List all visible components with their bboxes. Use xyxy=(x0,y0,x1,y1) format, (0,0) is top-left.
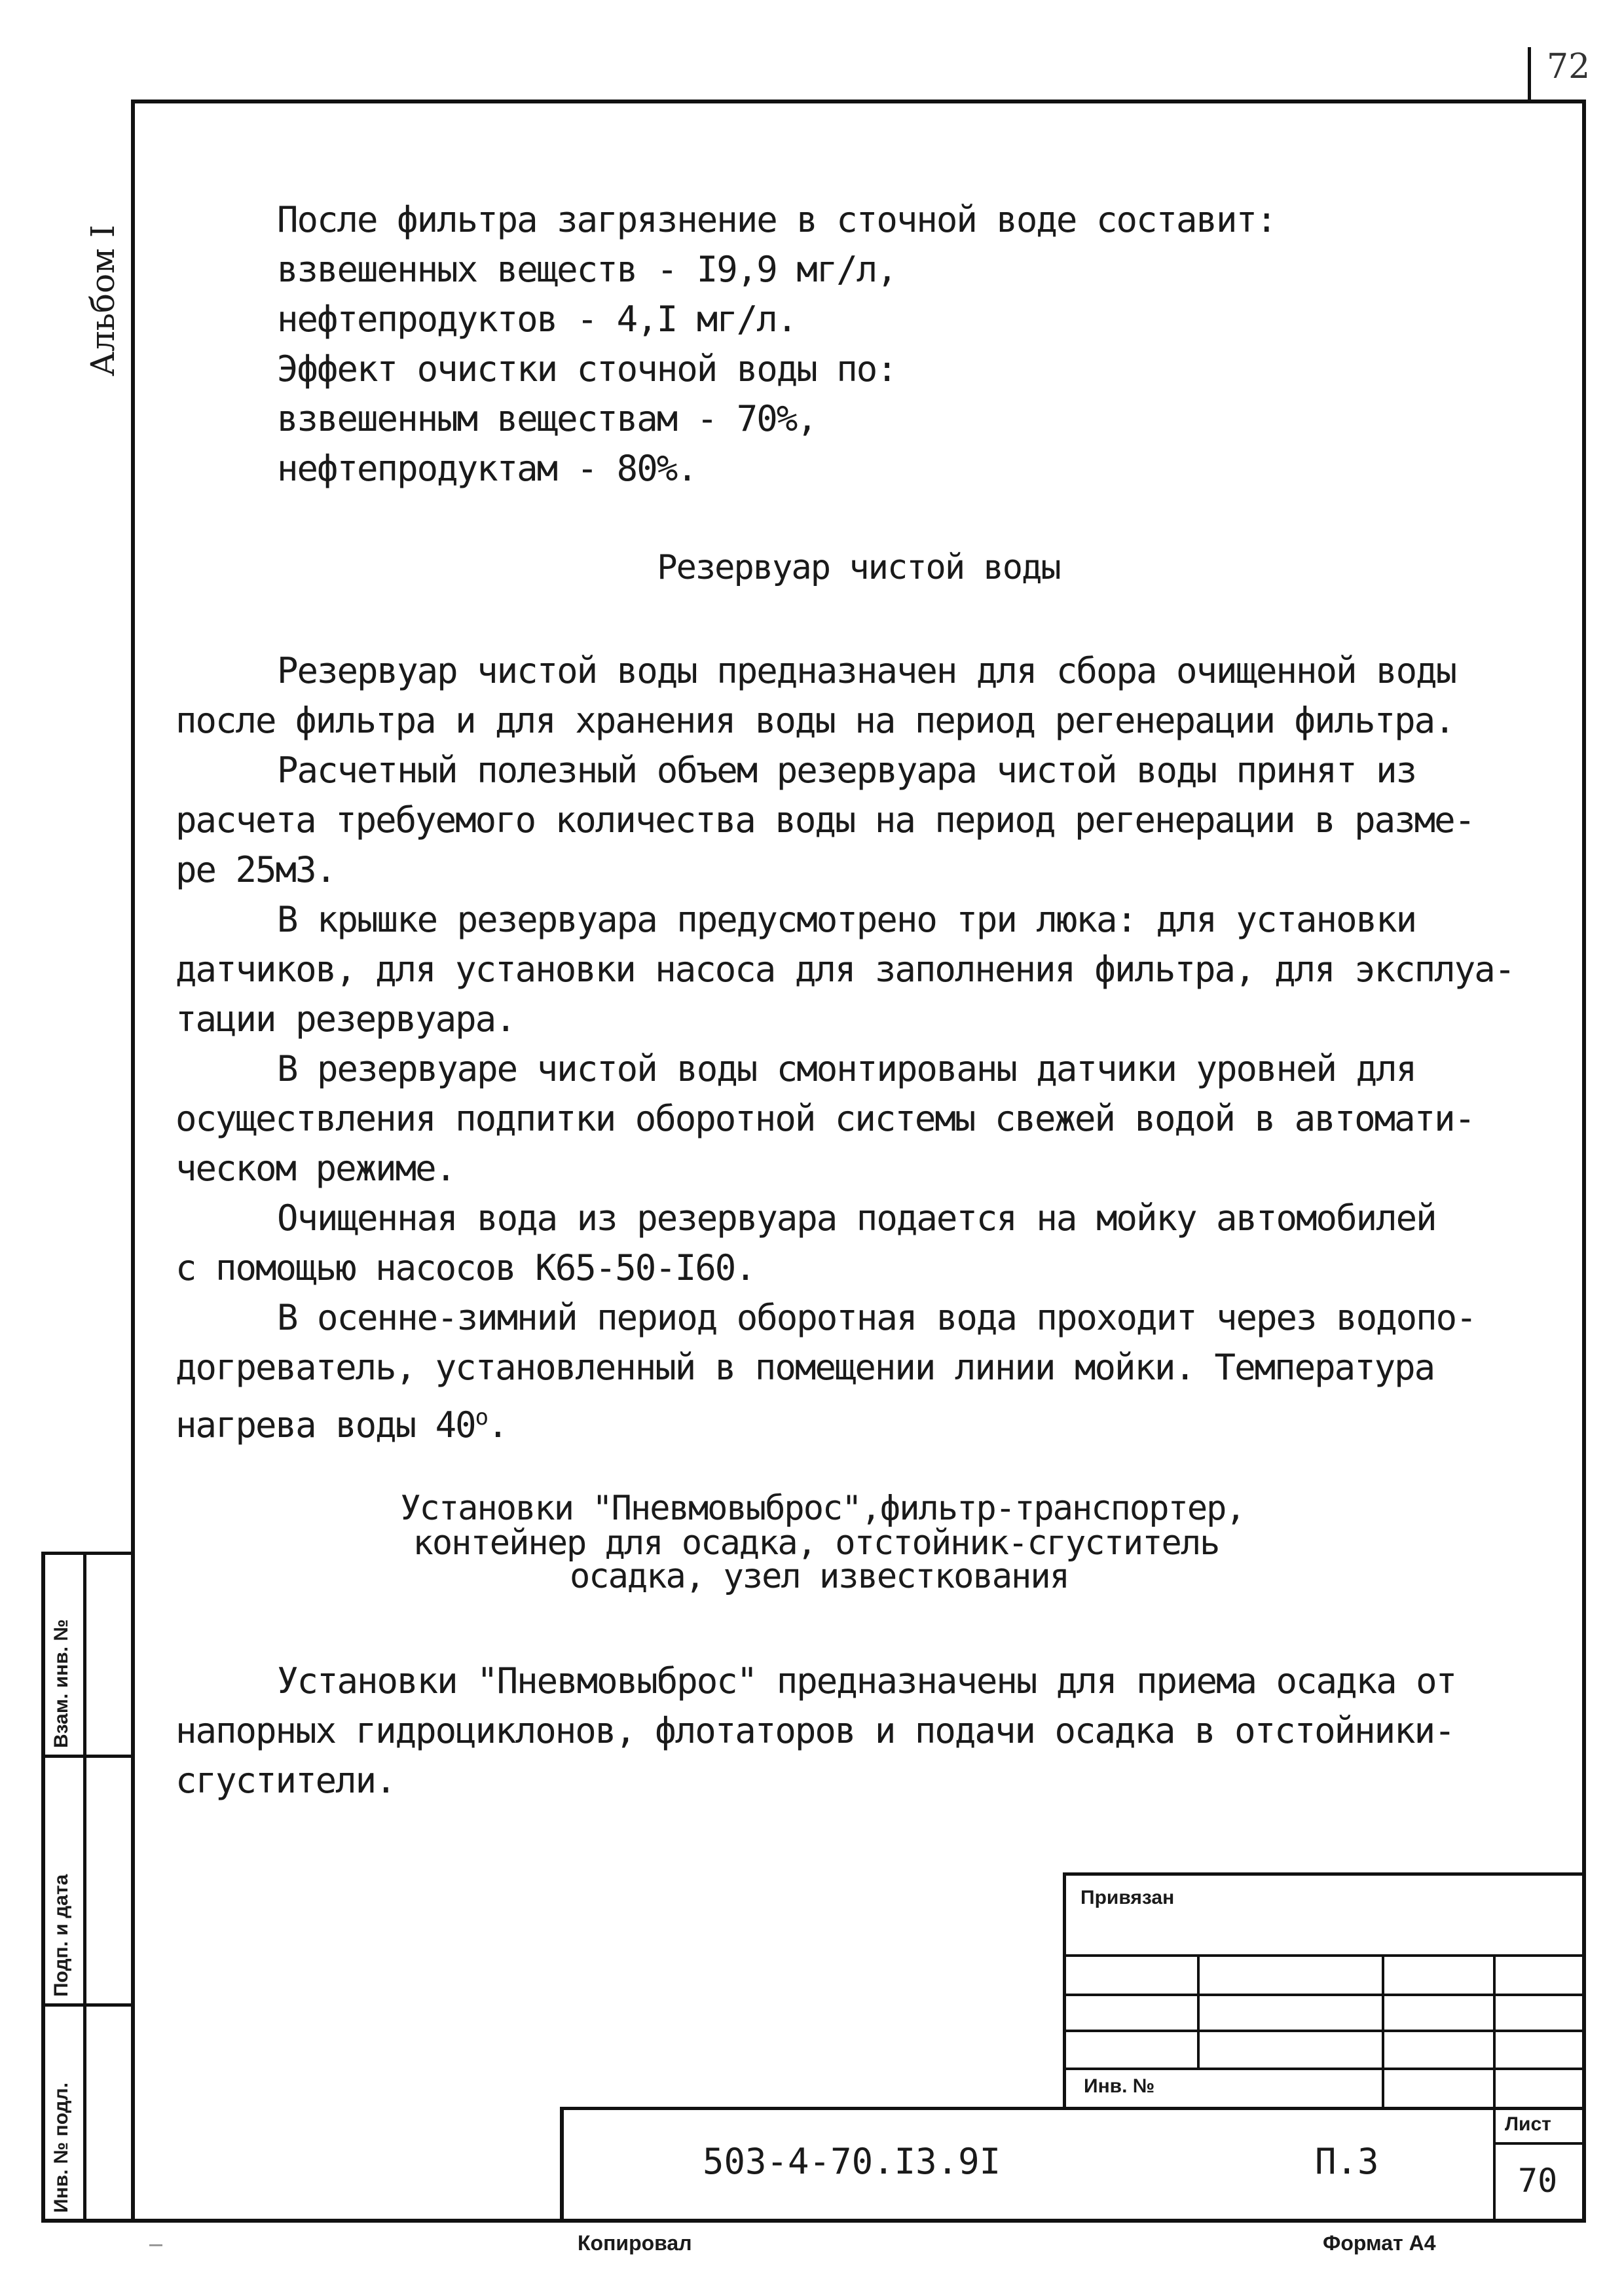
text-line: с помощью насосов К65-50-I60. xyxy=(175,1247,755,1288)
section-heading-installations xyxy=(131,1487,1586,1596)
side-stamp xyxy=(41,1552,131,2223)
privyazan-label: Привязан xyxy=(1080,1887,1175,1908)
footer-dash xyxy=(149,2244,162,2246)
page-number-top: 72 xyxy=(1547,47,1591,86)
section-heading-clean-water: Резервуар чистой воды xyxy=(657,548,1060,587)
text-line: Установки "Пневмовыброс" предназначены для приема осадка от xyxy=(277,1660,1456,1702)
frame-bottom xyxy=(41,2219,1586,2223)
inv-label: Инв. № xyxy=(1084,2075,1155,2097)
heading-line: контейнер для осадка, отстойник-сгуститель xyxy=(413,1523,1219,1563)
text-line: Резервуар чистой воды предназначен для сбора очищенной воды xyxy=(277,650,1456,691)
frame-right xyxy=(1582,100,1586,2223)
frame-left xyxy=(131,100,135,2223)
text-line: взвешенных веществ - I9,9 мг/л, xyxy=(277,249,896,290)
section-body-installations xyxy=(175,1656,1456,1806)
text-line: ре 25м3. xyxy=(175,849,336,890)
text-line: сгустители. xyxy=(175,1760,396,1801)
text-line: напорных гидроциклонов, флотаторов и подачи осадка в отстойники- xyxy=(175,1710,1454,1751)
document-code: 503-4-70.I3.9I xyxy=(703,2141,1001,2182)
text-line: после фильтра и для хранения воды на период регенерации фильтра. xyxy=(175,700,1454,741)
filter-results xyxy=(277,195,1276,494)
side-label-podp-data: Подп. и дата xyxy=(50,1874,72,1997)
format-label: Формат А4 xyxy=(1323,2231,1436,2255)
text-line: Расчетный полезный объем резервуара чистой воды принят из xyxy=(277,750,1416,791)
text-line: Эффект очистки сточной воды по: xyxy=(277,348,896,390)
heading-line: Установки "Пневмовыброс",фильтр-транспортер, xyxy=(400,1489,1245,1528)
text-line-temperature xyxy=(175,1393,1514,1450)
degree-superscript: о xyxy=(475,1404,488,1430)
text-line: В осенне-зимний период оборотная вода проходит через водопо- xyxy=(277,1297,1476,1338)
sheet-number: 70 xyxy=(1518,2162,1558,2200)
section-code: П.3 xyxy=(1315,2141,1379,2182)
text-line: взвешенным веществам - 70%, xyxy=(277,398,817,439)
frame-top xyxy=(131,100,1586,103)
text-line: После фильтра загрязнение в сточной воде составит: xyxy=(277,199,1276,240)
text-line: Очищенная вода из резервуара подается на мойку автомобилей xyxy=(277,1197,1436,1239)
text-line: датчиков, для установки насоса для заполнения фильтра, для эксплуа- xyxy=(175,949,1515,990)
text-line: расчета требуемого количества воды на период регенерации в разме- xyxy=(175,799,1475,841)
temperature-text: нагрева воды 40 xyxy=(175,1404,475,1446)
text-line: В резервуаре чистой воды смонтированы датчики уровней для xyxy=(277,1048,1416,1089)
temperature-end: . xyxy=(487,1404,507,1446)
copied-label: Копировал xyxy=(578,2231,692,2255)
text-line: нефтепродуктам - 80%. xyxy=(277,448,697,489)
album-label: Альбом I xyxy=(84,225,122,376)
text-line: ческом режиме. xyxy=(175,1148,456,1189)
side-label-inv-podl: Инв. № подл. xyxy=(50,2082,72,2213)
text-line: осуществления подпитки оборотной системы свежей водой в автомати- xyxy=(175,1098,1475,1139)
text-line: тации резервуара. xyxy=(175,998,515,1040)
text-line: нефтепродуктов - 4,I мг/л. xyxy=(277,299,797,340)
text-line: догреватель, установленный в помещении линии мойки. Температура xyxy=(175,1347,1435,1388)
heading-line: осадка, узел известкования xyxy=(570,1557,1069,1596)
side-label-vzam-inv: Взам. инв. № xyxy=(50,1619,72,1748)
section-body-clean-water xyxy=(175,646,1514,1450)
sheet-label: Лист xyxy=(1505,2113,1551,2135)
text-line: В крышке резервуара предусмотрено три люка: для установки xyxy=(277,899,1416,940)
top-number-divider xyxy=(1528,47,1531,103)
